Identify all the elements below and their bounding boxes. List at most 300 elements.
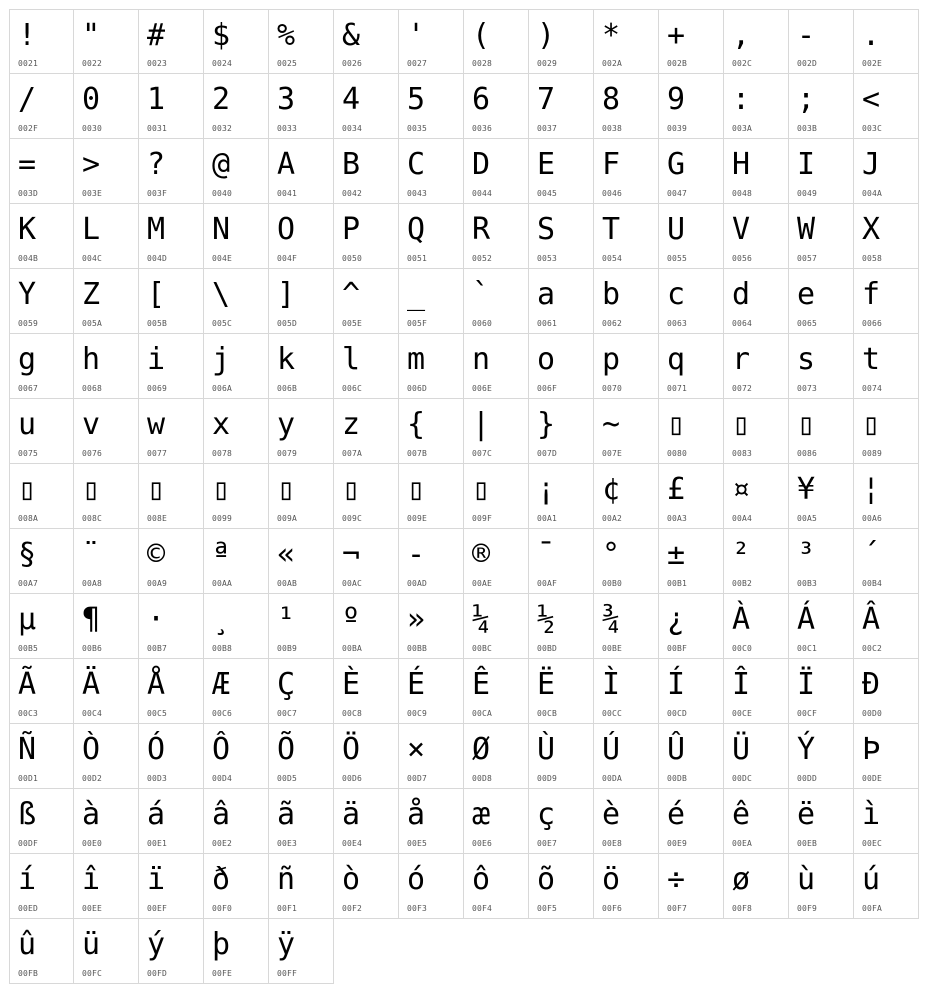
glyph-codepoint-label: 00E4 [342,839,363,848]
glyph-character: 1 [147,82,166,117]
glyph-character: ð [212,862,231,897]
glyph-cell[interactable] [529,854,594,919]
glyph-cell[interactable] [464,464,529,529]
glyph-codepoint-label: 0024 [212,59,233,68]
glyph-codepoint-label: 00E5 [407,839,428,848]
glyph-cell[interactable] [789,529,854,594]
glyph-cell[interactable] [464,204,529,269]
glyph-cell[interactable] [399,399,464,464]
glyph-cell[interactable] [139,724,204,789]
glyph-cell[interactable] [269,269,334,334]
glyph-character: ÷ [667,862,686,897]
glyph-cell[interactable] [204,659,269,724]
glyph-cell[interactable] [74,659,139,724]
glyph-cell[interactable] [529,269,594,334]
glyph-character: 0 [82,82,101,117]
glyph-cell[interactable] [139,139,204,204]
glyph-cell[interactable] [594,659,659,724]
glyph-cell[interactable] [269,854,334,919]
glyph-character: ¶ [82,602,101,637]
glyph-character: ÿ [277,927,296,962]
glyph-character: · [147,602,166,637]
glyph-codepoint-label: 00F8 [732,904,753,913]
glyph-cell[interactable] [594,724,659,789]
glyph-cell[interactable] [399,464,464,529]
glyph-cell[interactable] [139,269,204,334]
glyph-character: 7 [537,82,556,117]
glyph-character: ¯ [537,537,556,572]
glyph-character: @ [212,147,231,182]
glyph-cell[interactable] [269,724,334,789]
glyph-character: = [18,147,37,182]
glyph-cell[interactable] [724,529,789,594]
glyph-cell[interactable] [594,464,659,529]
glyph-cell[interactable] [334,399,399,464]
glyph-cell[interactable] [204,789,269,854]
glyph-cell[interactable] [854,464,919,529]
glyph-cell[interactable] [529,139,594,204]
glyph-cell[interactable] [74,529,139,594]
glyph-codepoint-label: 006E [472,384,493,393]
glyph-cell[interactable] [399,204,464,269]
glyph-codepoint-label: 00C1 [797,644,818,653]
glyph-cell[interactable] [74,789,139,854]
glyph-cell[interactable] [464,854,529,919]
glyph-cell[interactable] [334,854,399,919]
glyph-codepoint-label: 0069 [147,384,168,393]
glyph-cell[interactable] [724,334,789,399]
glyph-cell[interactable] [464,529,529,594]
character-map-grid [9,9,919,984]
glyph-cell[interactable] [789,334,854,399]
glyph-codepoint-label: 00FC [82,969,103,978]
glyph-codepoint-label: 007B [407,449,428,458]
glyph-cell[interactable] [334,334,399,399]
glyph-character: a [537,277,556,312]
glyph-codepoint-label: 008C [82,514,103,523]
glyph-character: ¸ [212,602,231,637]
glyph-cell[interactable] [464,724,529,789]
glyph-cell[interactable] [724,269,789,334]
glyph-cell[interactable] [139,464,204,529]
glyph-character: ê [732,797,751,832]
glyph-cell[interactable] [204,529,269,594]
glyph-character: S [537,212,556,247]
glyph-cell[interactable] [399,139,464,204]
glyph-cell[interactable] [74,139,139,204]
glyph-cell[interactable] [659,529,724,594]
glyph-codepoint-label: 00C2 [862,644,883,653]
glyph-cell[interactable] [269,204,334,269]
glyph-cell[interactable] [399,789,464,854]
glyph-cell[interactable] [789,9,854,74]
glyph-cell[interactable] [529,529,594,594]
glyph-codepoint-label: 0052 [472,254,493,263]
glyph-cell[interactable] [9,594,74,659]
glyph-cell[interactable] [594,594,659,659]
glyph-codepoint-label: 0025 [277,59,298,68]
glyph-character: ▯ [147,472,166,507]
glyph-cell[interactable] [854,659,919,724]
glyph-cell[interactable] [9,269,74,334]
glyph-cell[interactable] [464,269,529,334]
glyph-character: B [342,147,361,182]
glyph-cell[interactable] [399,724,464,789]
glyph-cell[interactable] [334,464,399,529]
glyph-cell[interactable] [529,334,594,399]
glyph-codepoint-label: 00C5 [147,709,168,718]
glyph-cell[interactable] [464,659,529,724]
glyph-cell[interactable] [9,789,74,854]
glyph-codepoint-label: 0036 [472,124,493,133]
glyph-cell[interactable] [139,789,204,854]
glyph-cell[interactable] [399,74,464,139]
glyph-cell[interactable] [529,399,594,464]
glyph-cell[interactable] [854,74,919,139]
glyph-cell[interactable] [139,204,204,269]
glyph-cell[interactable] [334,789,399,854]
glyph-cell[interactable] [594,9,659,74]
glyph-cell[interactable] [74,854,139,919]
glyph-cell[interactable] [334,269,399,334]
glyph-character: è [602,797,621,832]
glyph-cell[interactable] [789,74,854,139]
glyph-cell[interactable] [9,74,74,139]
glyph-character: e [797,277,816,312]
glyph-cell[interactable] [139,659,204,724]
glyph-character: ] [277,277,296,312]
glyph-codepoint-label: 008E [147,514,168,523]
glyph-cell[interactable] [269,399,334,464]
glyph-codepoint-label: 00C4 [82,709,103,718]
glyph-cell[interactable] [789,854,854,919]
glyph-cell[interactable] [854,204,919,269]
glyph-character: + [667,18,686,53]
glyph-cell[interactable] [659,269,724,334]
glyph-cell[interactable] [854,139,919,204]
glyph-codepoint-label: 00F5 [537,904,558,913]
glyph-cell[interactable] [724,139,789,204]
glyph-codepoint-label: 00A2 [602,514,623,523]
glyph-cell[interactable] [854,529,919,594]
glyph-cell[interactable] [399,854,464,919]
glyph-codepoint-label: 00AD [407,579,428,588]
glyph-cell[interactable] [789,269,854,334]
glyph-cell[interactable] [854,9,919,74]
glyph-cell[interactable] [139,334,204,399]
glyph-cell[interactable] [204,919,269,984]
glyph-cell[interactable] [9,334,74,399]
glyph-cell[interactable] [854,399,919,464]
glyph-cell[interactable] [789,139,854,204]
glyph-codepoint-label: 00F4 [472,904,493,913]
glyph-cell[interactable] [659,334,724,399]
glyph-cell[interactable] [9,529,74,594]
glyph-codepoint-label: 0038 [602,124,623,133]
glyph-codepoint-label: 0030 [82,124,103,133]
glyph-cell[interactable] [139,919,204,984]
glyph-cell[interactable] [659,659,724,724]
glyph-codepoint-label: 00CD [667,709,688,718]
glyph-cell[interactable] [139,9,204,74]
glyph-cell[interactable] [594,74,659,139]
glyph-codepoint-label: 002C [732,59,753,68]
glyph-cell[interactable] [334,139,399,204]
glyph-character: } [537,407,556,442]
glyph-cell[interactable] [204,594,269,659]
glyph-cell[interactable] [9,9,74,74]
glyph-cell[interactable] [659,139,724,204]
glyph-codepoint-label: 0063 [667,319,688,328]
glyph-cell[interactable] [594,854,659,919]
glyph-cell[interactable] [9,139,74,204]
glyph-character: u [18,407,37,442]
glyph-character: ë [797,797,816,832]
glyph-cell[interactable] [9,204,74,269]
glyph-cell[interactable] [659,9,724,74]
glyph-character: £ [667,472,686,507]
glyph-character: Â [862,602,881,637]
glyph-codepoint-label: 0044 [472,189,493,198]
glyph-cell[interactable] [74,724,139,789]
glyph-cell[interactable] [529,464,594,529]
glyph-cell[interactable] [659,464,724,529]
glyph-character: W [797,212,816,247]
glyph-codepoint-label: 007E [602,449,623,458]
glyph-cell[interactable] [594,139,659,204]
glyph-codepoint-label: 0039 [667,124,688,133]
glyph-cell[interactable] [529,74,594,139]
glyph-cell[interactable] [529,659,594,724]
glyph-cell[interactable] [594,789,659,854]
glyph-codepoint-label: 00EB [797,839,818,848]
glyph-codepoint-label: 0040 [212,189,233,198]
glyph-character: h [82,342,101,377]
glyph-codepoint-label: 0079 [277,449,298,458]
glyph-codepoint-label: 00DD [797,774,818,783]
glyph-character: ó [407,862,426,897]
glyph-cell[interactable] [724,724,789,789]
glyph-cell[interactable] [334,204,399,269]
glyph-cell[interactable] [139,854,204,919]
glyph-character: T [602,212,621,247]
glyph-character: x [212,407,231,442]
glyph-cell[interactable] [399,529,464,594]
glyph-cell[interactable] [9,854,74,919]
glyph-cell[interactable] [139,74,204,139]
glyph-cell[interactable] [789,659,854,724]
glyph-cell[interactable] [594,269,659,334]
glyph-cell[interactable] [529,204,594,269]
glyph-cell[interactable] [334,9,399,74]
glyph-character: A [277,147,296,182]
glyph-cell[interactable] [399,269,464,334]
glyph-cell[interactable] [399,659,464,724]
glyph-cell[interactable] [9,464,74,529]
glyph-cell[interactable] [464,334,529,399]
glyph-cell[interactable] [269,919,334,984]
glyph-cell[interactable] [789,399,854,464]
glyph-cell[interactable] [204,204,269,269]
glyph-cell[interactable] [74,204,139,269]
glyph-cell[interactable] [529,724,594,789]
glyph-cell[interactable] [464,139,529,204]
glyph-codepoint-label: 00C9 [407,709,428,718]
glyph-cell[interactable] [74,594,139,659]
glyph-cell[interactable] [854,594,919,659]
glyph-character: v [82,407,101,442]
glyph-codepoint-label: 00A5 [797,514,818,523]
glyph-cell[interactable] [9,919,74,984]
glyph-cell[interactable] [334,659,399,724]
glyph-cell[interactable] [269,529,334,594]
glyph-cell[interactable] [659,399,724,464]
glyph-cell[interactable] [269,464,334,529]
glyph-cell[interactable] [529,789,594,854]
glyph-cell[interactable] [334,724,399,789]
glyph-character: 2 [212,82,231,117]
glyph-character: E [537,147,556,182]
glyph-cell[interactable] [399,594,464,659]
glyph-cell[interactable] [854,854,919,919]
glyph-cell[interactable] [659,724,724,789]
glyph-cell[interactable] [724,399,789,464]
glyph-cell[interactable] [724,464,789,529]
glyph-cell[interactable] [204,724,269,789]
glyph-codepoint-label: 00DB [667,774,688,783]
glyph-cell[interactable] [74,74,139,139]
glyph-cell[interactable] [854,269,919,334]
glyph-cell[interactable] [139,594,204,659]
glyph-codepoint-label: 004D [147,254,168,263]
glyph-character: > [82,147,101,182]
glyph-cell[interactable] [204,74,269,139]
glyph-cell[interactable] [74,334,139,399]
glyph-cell[interactable] [204,139,269,204]
glyph-cell[interactable] [659,74,724,139]
glyph-codepoint-label: 0047 [667,189,688,198]
glyph-cell[interactable] [74,9,139,74]
glyph-cell[interactable] [724,789,789,854]
glyph-cell[interactable] [269,789,334,854]
glyph-character: X [862,212,881,247]
glyph-cell[interactable] [464,74,529,139]
glyph-character: ý [147,927,166,962]
glyph-cell[interactable] [789,594,854,659]
glyph-codepoint-label: 0066 [862,319,883,328]
glyph-cell[interactable] [269,139,334,204]
glyph-character: ö [602,862,621,897]
glyph-cell[interactable] [724,854,789,919]
glyph-cell[interactable] [464,9,529,74]
glyph-cell[interactable] [659,204,724,269]
glyph-cell[interactable] [334,529,399,594]
glyph-codepoint-label: 0029 [537,59,558,68]
glyph-cell[interactable] [529,9,594,74]
glyph-codepoint-label: 00AC [342,579,363,588]
glyph-cell[interactable] [594,334,659,399]
glyph-cell[interactable] [724,659,789,724]
glyph-cell[interactable] [74,269,139,334]
glyph-cell[interactable] [724,9,789,74]
glyph-cell[interactable] [139,529,204,594]
glyph-cell[interactable] [789,464,854,529]
glyph-cell[interactable] [659,789,724,854]
glyph-cell[interactable] [464,594,529,659]
glyph-character: # [147,18,166,53]
glyph-codepoint-label: 00C6 [212,709,233,718]
glyph-cell[interactable] [204,854,269,919]
glyph-cell[interactable] [789,204,854,269]
glyph-codepoint-label: 0054 [602,254,623,263]
glyph-cell[interactable] [594,399,659,464]
glyph-cell[interactable] [269,74,334,139]
glyph-cell[interactable] [854,789,919,854]
glyph-cell[interactable] [594,204,659,269]
glyph-cell[interactable] [724,204,789,269]
glyph-cell[interactable] [74,399,139,464]
glyph-character: , [732,18,751,53]
glyph-cell[interactable] [659,854,724,919]
glyph-character: ± [667,537,686,572]
glyph-character: ! [18,18,37,53]
glyph-cell[interactable] [399,9,464,74]
glyph-cell[interactable] [204,464,269,529]
glyph-cell[interactable] [724,594,789,659]
glyph-character: Í [667,667,686,702]
glyph-cell[interactable] [464,399,529,464]
glyph-codepoint-label: 0031 [147,124,168,133]
glyph-cell[interactable] [9,399,74,464]
glyph-character: Ó [147,732,166,767]
glyph-cell[interactable] [269,9,334,74]
glyph-cell[interactable] [334,594,399,659]
glyph-cell[interactable] [204,399,269,464]
glyph-codepoint-label: 00DE [862,774,883,783]
glyph-cell[interactable] [9,659,74,724]
glyph-cell[interactable] [269,659,334,724]
glyph-codepoint-label: 002A [602,59,623,68]
glyph-cell[interactable] [464,789,529,854]
glyph-cell[interactable] [594,529,659,594]
glyph-codepoint-label: 00A3 [667,514,688,523]
glyph-cell[interactable] [789,724,854,789]
glyph-codepoint-label: 0037 [537,124,558,133]
glyph-codepoint-label: 00FD [147,969,168,978]
glyph-cell[interactable] [269,594,334,659]
glyph-cell[interactable] [399,334,464,399]
glyph-character: ) [537,18,556,53]
glyph-cell[interactable] [659,594,724,659]
glyph-cell[interactable] [204,269,269,334]
glyph-cell[interactable] [204,334,269,399]
glyph-cell[interactable] [9,724,74,789]
glyph-cell[interactable] [204,9,269,74]
glyph-codepoint-label: 0035 [407,124,428,133]
glyph-cell[interactable] [789,789,854,854]
glyph-cell[interactable] [74,919,139,984]
glyph-cell[interactable] [139,399,204,464]
glyph-cell[interactable] [529,594,594,659]
glyph-cell[interactable] [854,724,919,789]
glyph-codepoint-label: 003D [18,189,39,198]
glyph-cell[interactable] [334,74,399,139]
glyph-cell[interactable] [269,334,334,399]
glyph-cell[interactable] [724,74,789,139]
glyph-cell[interactable] [854,334,919,399]
glyph-cell[interactable] [74,464,139,529]
glyph-codepoint-label: 0064 [732,319,753,328]
